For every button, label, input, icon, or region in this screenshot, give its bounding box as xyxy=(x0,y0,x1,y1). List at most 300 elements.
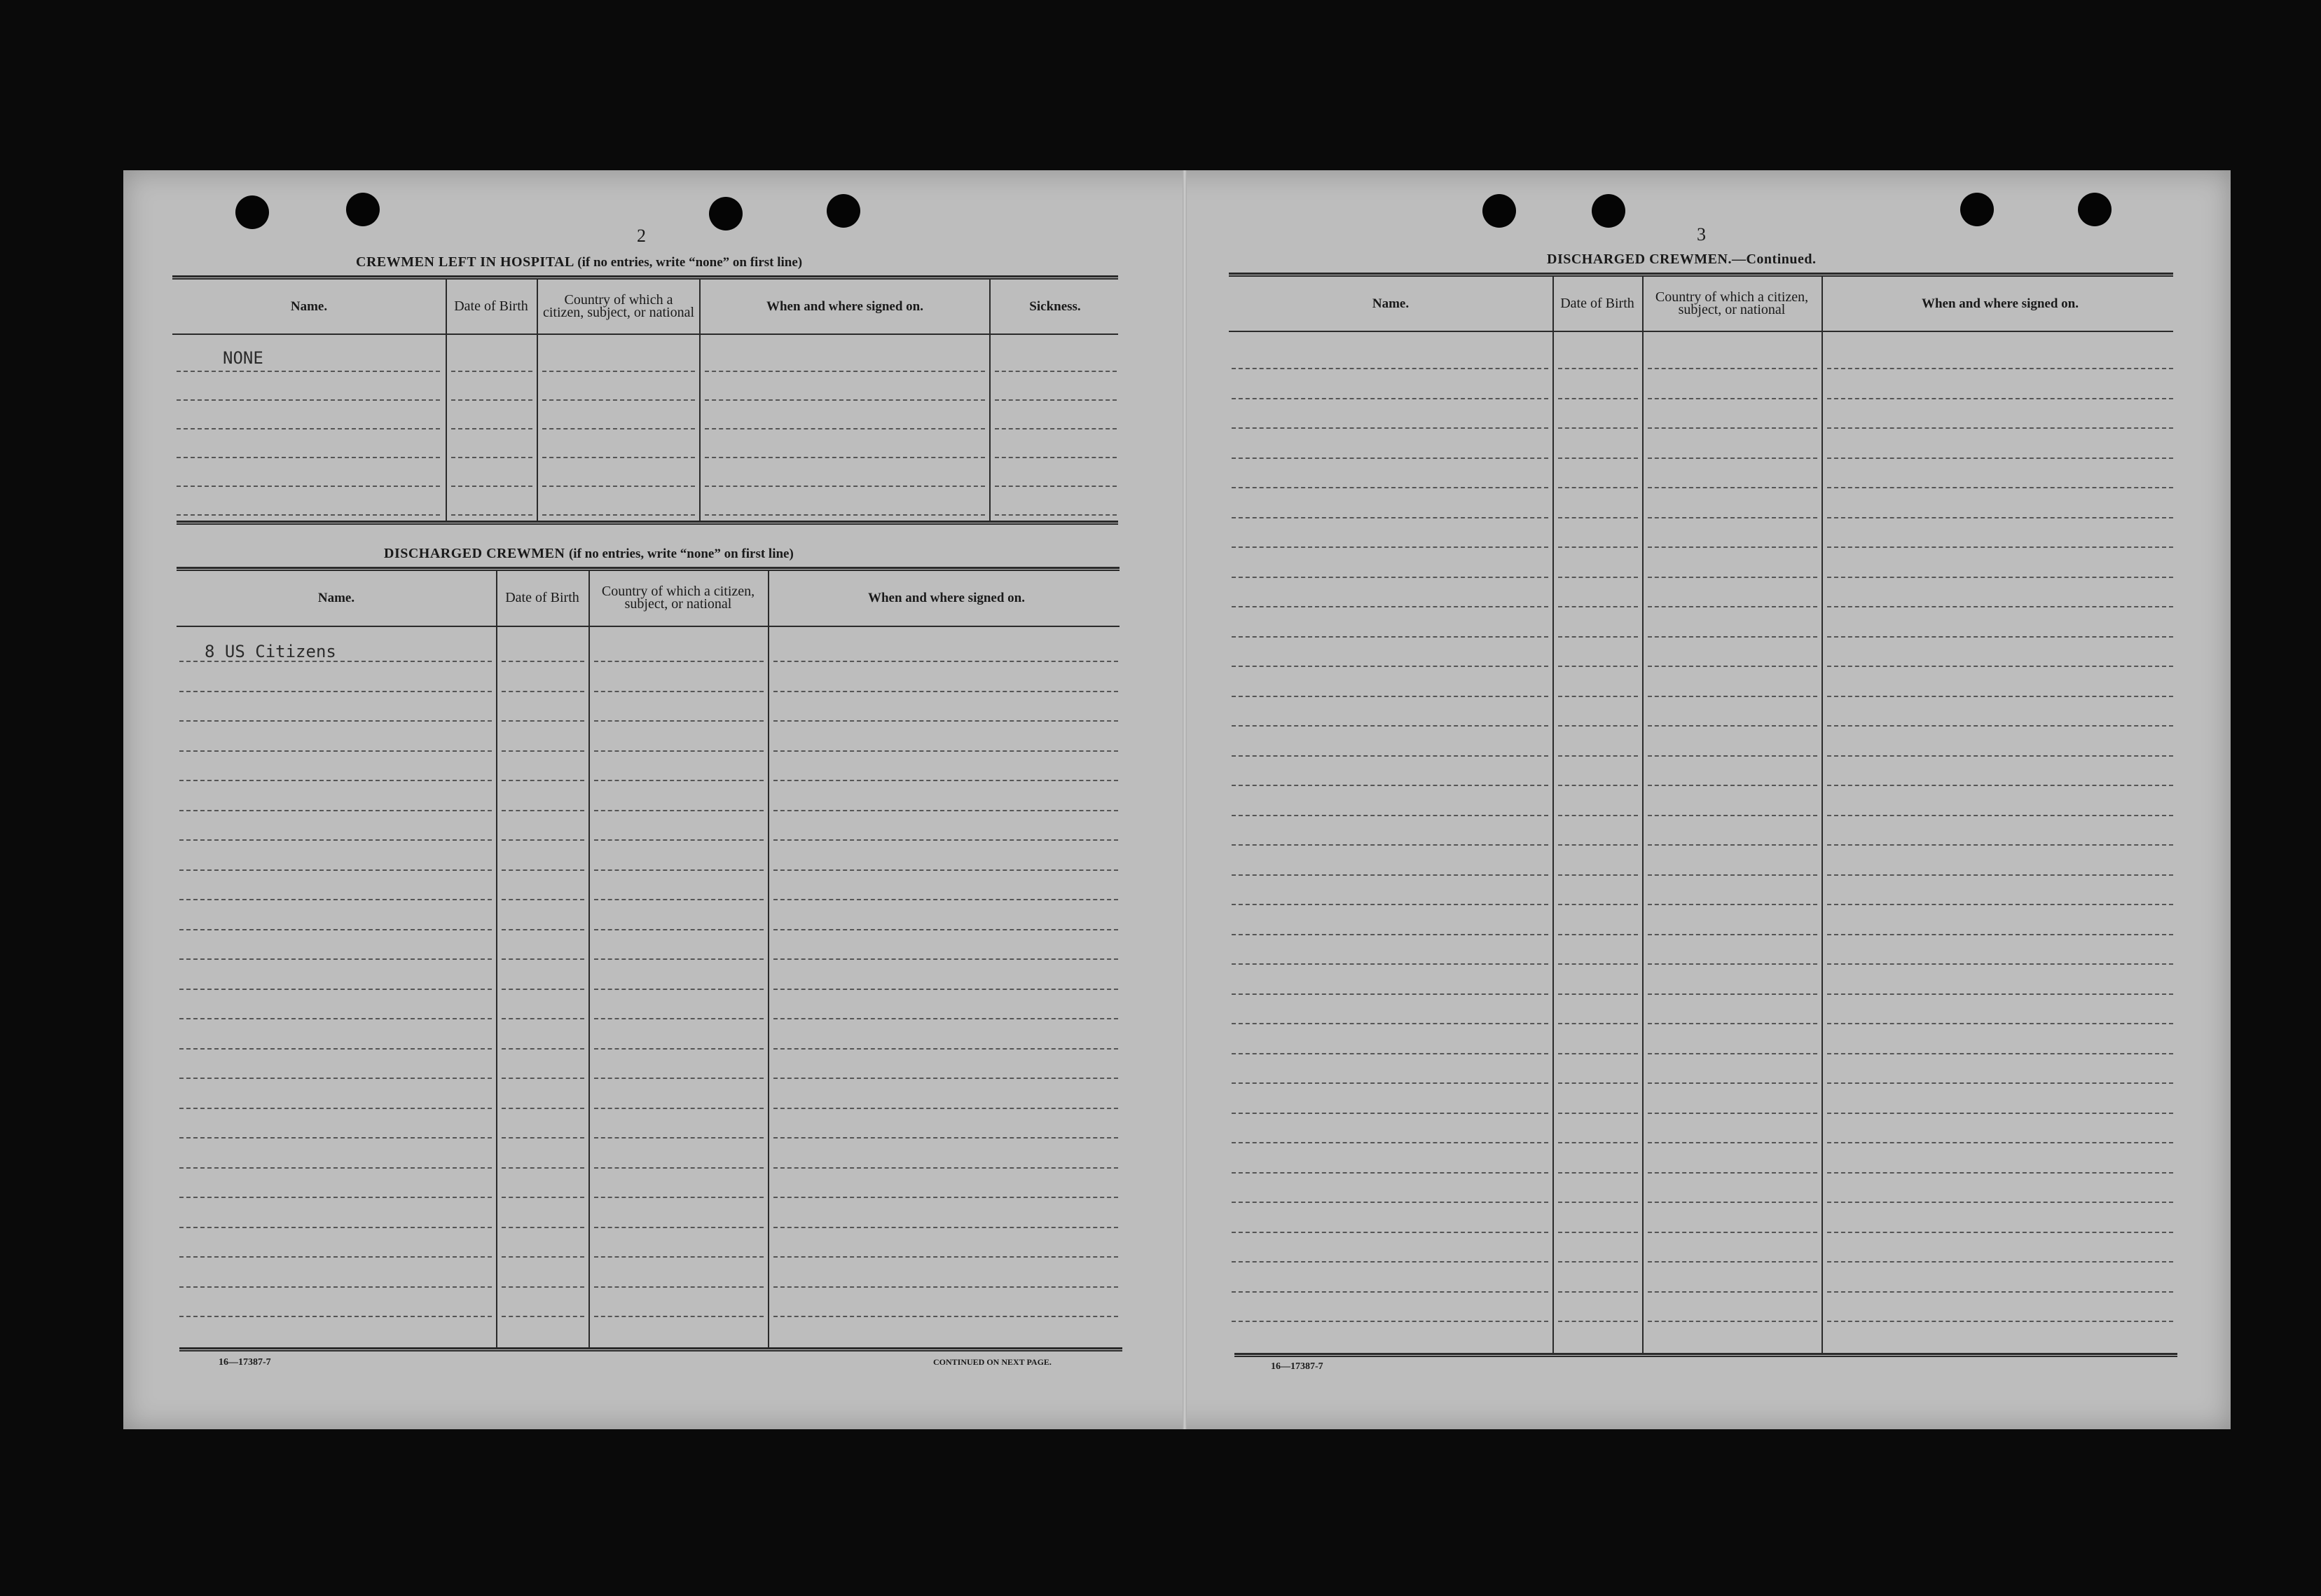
entry-line xyxy=(594,958,764,960)
column-divider xyxy=(1552,277,1554,1353)
document-sheet xyxy=(123,170,2231,1429)
entry-line xyxy=(502,661,584,662)
entry-line xyxy=(1558,696,1638,697)
entry-line xyxy=(1648,1113,1817,1114)
entry-line xyxy=(179,989,492,990)
entry-line xyxy=(502,691,584,692)
punch-hole xyxy=(827,194,860,228)
discharged-continued-title: DISCHARGED CREWMEN.—Continued. xyxy=(1547,252,1817,267)
column-header-name: Name. xyxy=(1372,296,1410,311)
column-header-country: Country of which a citizen, subject, or national xyxy=(1655,289,1809,317)
entry-line xyxy=(773,1048,1118,1050)
entry-line xyxy=(1827,606,2173,607)
entry-line xyxy=(1827,1113,2173,1114)
entry-line xyxy=(1232,666,1548,667)
entry-line xyxy=(179,750,492,752)
entry-line xyxy=(1232,1142,1548,1143)
column-divider xyxy=(1821,277,1823,1353)
entry-line xyxy=(773,810,1118,811)
entry-line xyxy=(1232,427,1548,429)
table-rule xyxy=(1234,1353,2177,1357)
entry-line xyxy=(1827,1172,2173,1174)
entry-line xyxy=(995,486,1117,487)
entry-line xyxy=(995,457,1117,458)
entry-line xyxy=(705,514,985,516)
table-rule xyxy=(179,1347,1122,1351)
entry-line xyxy=(1558,368,1638,369)
entry-line xyxy=(179,1227,492,1228)
entry-line xyxy=(502,1018,584,1019)
entry-line xyxy=(177,486,440,487)
hospital-subtitle: (if no entries, write “none” on first line) xyxy=(577,255,803,270)
entry-line xyxy=(179,899,492,900)
entry-line xyxy=(1232,1202,1548,1203)
entry-line xyxy=(594,691,764,692)
table-rule xyxy=(172,275,1118,280)
entry-line xyxy=(1648,785,1817,786)
column-header-country: Country of which a citizen, subject, or national xyxy=(542,292,695,320)
entry-line xyxy=(1648,874,1817,876)
column-header-country: Country of which a citizen, subject, or national xyxy=(601,584,755,612)
entry-line xyxy=(1648,546,1817,548)
entry-line xyxy=(1558,1232,1638,1233)
entry-line xyxy=(1232,487,1548,488)
entry-line xyxy=(1232,1082,1548,1084)
entry-line xyxy=(177,457,440,458)
entry-line xyxy=(1558,1172,1638,1174)
entry-line xyxy=(1558,666,1638,667)
entry-line xyxy=(1827,755,2173,757)
entry-line xyxy=(594,1108,764,1109)
entry-line xyxy=(1232,815,1548,816)
entry-line xyxy=(1232,1053,1548,1054)
entry-line xyxy=(1827,815,2173,816)
entry-line xyxy=(594,1048,764,1050)
punch-hole xyxy=(1482,194,1516,228)
entry-line xyxy=(705,428,985,429)
entry-line xyxy=(542,399,695,401)
entry-line xyxy=(1558,1113,1638,1114)
entry-line xyxy=(773,1078,1118,1079)
entry-line xyxy=(502,720,584,722)
entry-line xyxy=(773,750,1118,752)
entry-line xyxy=(1648,487,1817,488)
entry-line xyxy=(1558,487,1638,488)
entry-line xyxy=(1648,1261,1817,1263)
entry-line xyxy=(1648,904,1817,905)
form-number: 16—17387-7 xyxy=(1271,1361,1323,1372)
entry-line xyxy=(179,1197,492,1198)
entry-line xyxy=(1648,1023,1817,1024)
entry-line xyxy=(179,661,492,662)
entry-line xyxy=(1232,1023,1548,1024)
entry-line xyxy=(502,1167,584,1169)
entry-line xyxy=(502,1286,584,1288)
entry-line xyxy=(1232,1261,1548,1263)
entry-line xyxy=(179,1167,492,1169)
entry-line xyxy=(502,1316,584,1317)
column-header-dob: Date of Birth xyxy=(1560,296,1634,311)
entry-line xyxy=(1558,874,1638,876)
discharged-entry: 8 US Citizens xyxy=(205,642,336,661)
entry-line xyxy=(995,371,1117,372)
entry-line xyxy=(594,989,764,990)
entry-line xyxy=(179,1286,492,1288)
entry-line xyxy=(179,839,492,841)
entry-line xyxy=(1232,1172,1548,1174)
entry-line xyxy=(1232,398,1548,399)
entry-line xyxy=(1558,815,1638,816)
entry-line xyxy=(594,1078,764,1079)
discharged-title: DISCHARGED CREWMEN xyxy=(384,546,565,561)
entry-line xyxy=(542,428,695,429)
entry-line xyxy=(177,428,440,429)
entry-line xyxy=(502,989,584,990)
entry-line xyxy=(1558,546,1638,548)
entry-line xyxy=(502,1108,584,1109)
entry-line xyxy=(502,1227,584,1228)
entry-line xyxy=(502,839,584,841)
entry-line xyxy=(1827,427,2173,429)
entry-line xyxy=(1827,963,2173,965)
entry-line xyxy=(594,1286,764,1288)
entry-line xyxy=(1648,1053,1817,1054)
column-divider xyxy=(1642,277,1644,1353)
entry-line xyxy=(1232,368,1548,369)
hospital-section-title xyxy=(356,254,802,270)
entry-line xyxy=(1232,517,1548,518)
entry-line xyxy=(179,1018,492,1019)
entry-line xyxy=(1558,1291,1638,1293)
column-header-name: Name. xyxy=(317,590,355,605)
entry-line xyxy=(1558,636,1638,638)
entry-line xyxy=(594,1256,764,1258)
entry-line xyxy=(594,1227,764,1228)
header-rule xyxy=(172,333,1118,335)
entry-line xyxy=(451,457,532,458)
column-header-signed-on: When and where signed on. xyxy=(867,590,1025,605)
entry-line xyxy=(705,486,985,487)
entry-line xyxy=(1648,636,1817,638)
entry-line xyxy=(542,486,695,487)
punch-hole xyxy=(235,195,269,229)
entry-line xyxy=(1827,874,2173,876)
entry-line xyxy=(179,1108,492,1109)
entry-line xyxy=(995,514,1117,516)
entry-line xyxy=(1232,546,1548,548)
entry-line xyxy=(1648,815,1817,816)
entry-line xyxy=(1827,666,2173,667)
column-header-sickness: Sickness. xyxy=(1029,298,1081,314)
entry-line xyxy=(179,720,492,722)
entry-line xyxy=(179,929,492,930)
entry-line xyxy=(705,371,985,372)
entry-line xyxy=(1827,398,2173,399)
entry-line xyxy=(1827,458,2173,459)
entry-line xyxy=(1648,427,1817,429)
center-fold xyxy=(1183,170,1187,1429)
entry-line xyxy=(1232,696,1548,697)
entry-line xyxy=(1558,993,1638,995)
entry-line xyxy=(1558,1261,1638,1263)
entry-line xyxy=(1648,1202,1817,1203)
entry-line xyxy=(179,869,492,871)
entry-line xyxy=(1827,487,2173,488)
entry-line xyxy=(1232,874,1548,876)
entry-line xyxy=(1648,1321,1817,1322)
entry-line xyxy=(1648,1142,1817,1143)
entry-line xyxy=(1648,934,1817,935)
entry-line xyxy=(1827,844,2173,846)
entry-line xyxy=(542,457,695,458)
entry-line xyxy=(1648,517,1817,518)
page-number: 2 xyxy=(637,226,646,246)
entry-line xyxy=(1648,577,1817,578)
entry-line xyxy=(594,929,764,930)
entry-line xyxy=(177,371,440,372)
header-rule xyxy=(177,626,1120,627)
entry-line xyxy=(773,869,1118,871)
entry-line xyxy=(594,1137,764,1138)
entry-line xyxy=(773,929,1118,930)
entry-line xyxy=(1232,577,1548,578)
entry-line xyxy=(542,371,695,372)
entry-line xyxy=(177,399,440,401)
entry-line xyxy=(1648,666,1817,667)
entry-line xyxy=(1648,606,1817,607)
entry-line xyxy=(773,1227,1118,1228)
entry-line xyxy=(179,1137,492,1138)
entry-line xyxy=(1827,1261,2173,1263)
column-header-signed-on: When and where signed on. xyxy=(1921,296,2079,311)
entry-line xyxy=(594,1197,764,1198)
entry-line xyxy=(1232,1291,1548,1293)
continued-note: CONTINUED ON NEXT PAGE. xyxy=(933,1357,1052,1367)
entry-line xyxy=(502,869,584,871)
entry-line xyxy=(773,1316,1118,1317)
column-divider xyxy=(699,280,701,521)
entry-line xyxy=(1648,755,1817,757)
column-divider xyxy=(588,571,590,1347)
entry-line xyxy=(1648,398,1817,399)
column-divider xyxy=(768,571,769,1347)
entry-line xyxy=(1558,577,1638,578)
entry-line xyxy=(1232,1321,1548,1322)
column-divider xyxy=(989,280,991,521)
hospital-title: CREWMEN LEFT IN HOSPITAL xyxy=(356,254,574,270)
entry-line xyxy=(1232,636,1548,638)
entry-line xyxy=(773,1256,1118,1258)
entry-line xyxy=(773,1286,1118,1288)
entry-line xyxy=(451,371,532,372)
entry-line xyxy=(451,428,532,429)
entry-line xyxy=(1558,398,1638,399)
entry-line xyxy=(594,1167,764,1169)
entry-line xyxy=(995,428,1117,429)
entry-line xyxy=(1827,577,2173,578)
entry-line xyxy=(1648,1172,1817,1174)
entry-line xyxy=(594,661,764,662)
entry-line xyxy=(594,1018,764,1019)
entry-line xyxy=(502,1137,584,1138)
discharged-section-title xyxy=(384,546,794,562)
entry-line xyxy=(451,486,532,487)
entry-line xyxy=(1648,725,1817,727)
entry-line xyxy=(1558,755,1638,757)
hospital-entry: NONE xyxy=(223,348,263,368)
entry-line xyxy=(179,1078,492,1079)
entry-line xyxy=(1827,1321,2173,1322)
entry-line xyxy=(1232,725,1548,727)
table-rule xyxy=(1229,273,2173,277)
entry-line xyxy=(705,399,985,401)
entry-line xyxy=(773,691,1118,692)
entry-line xyxy=(1648,1232,1817,1233)
entry-line xyxy=(1232,934,1548,935)
entry-line xyxy=(773,1197,1118,1198)
entry-line xyxy=(1232,844,1548,846)
entry-line xyxy=(1558,725,1638,727)
entry-line xyxy=(1827,1202,2173,1203)
entry-line xyxy=(1232,755,1548,757)
punch-hole xyxy=(2078,193,2112,226)
page-number: 3 xyxy=(1697,224,1706,245)
entry-line xyxy=(451,514,532,516)
punch-hole xyxy=(346,193,380,226)
entry-line xyxy=(1232,1113,1548,1114)
entry-line xyxy=(179,1316,492,1317)
entry-line xyxy=(594,839,764,841)
punch-hole xyxy=(709,197,743,231)
entry-line xyxy=(1827,517,2173,518)
form-number: 16—17387-7 xyxy=(219,1357,271,1368)
entry-line xyxy=(1827,546,2173,548)
entry-line xyxy=(1648,696,1817,697)
entry-line xyxy=(773,661,1118,662)
entry-line xyxy=(1558,963,1638,965)
entry-line xyxy=(1827,696,2173,697)
entry-line xyxy=(502,929,584,930)
entry-line xyxy=(1827,904,2173,905)
entry-line xyxy=(502,750,584,752)
entry-line xyxy=(177,514,440,516)
entry-line xyxy=(1232,993,1548,995)
entry-line xyxy=(1232,904,1548,905)
punch-hole xyxy=(1592,194,1625,228)
entry-line xyxy=(1558,517,1638,518)
entry-line xyxy=(773,720,1118,722)
entry-line xyxy=(773,839,1118,841)
entry-line xyxy=(1648,458,1817,459)
entry-line xyxy=(1558,458,1638,459)
entry-line xyxy=(773,989,1118,990)
entry-line xyxy=(773,1137,1118,1138)
entry-line xyxy=(1827,993,2173,995)
entry-line xyxy=(502,1048,584,1050)
entry-line xyxy=(1827,1082,2173,1084)
entry-line xyxy=(1827,1023,2173,1024)
entry-line xyxy=(1827,636,2173,638)
column-divider xyxy=(537,280,538,521)
entry-line xyxy=(1558,427,1638,429)
entry-line xyxy=(542,514,695,516)
entry-line xyxy=(1648,368,1817,369)
entry-line xyxy=(1232,458,1548,459)
entry-line xyxy=(594,720,764,722)
entry-line xyxy=(773,1167,1118,1169)
column-divider xyxy=(496,571,497,1347)
discharged-subtitle: (if no entries, write “none” on first line) xyxy=(568,546,794,561)
entry-line xyxy=(179,1256,492,1258)
entry-line xyxy=(594,899,764,900)
entry-line xyxy=(594,780,764,781)
entry-line xyxy=(773,899,1118,900)
entry-line xyxy=(502,958,584,960)
table-rule xyxy=(177,521,1118,525)
entry-line xyxy=(1827,725,2173,727)
entry-line xyxy=(1827,1291,2173,1293)
entry-line xyxy=(1232,963,1548,965)
column-header-signed-on: When and where signed on. xyxy=(766,298,923,314)
entry-line xyxy=(594,810,764,811)
header-rule xyxy=(1229,331,2173,332)
entry-line xyxy=(1232,785,1548,786)
punch-hole xyxy=(1960,193,1994,226)
entry-line xyxy=(594,1316,764,1317)
column-header-dob: Date of Birth xyxy=(505,590,579,605)
entry-line xyxy=(1558,1202,1638,1203)
entry-line xyxy=(705,457,985,458)
entry-line xyxy=(502,1078,584,1079)
entry-line xyxy=(1827,934,2173,935)
entry-line xyxy=(502,1256,584,1258)
entry-line xyxy=(179,958,492,960)
entry-line xyxy=(773,1108,1118,1109)
entry-line xyxy=(1827,785,2173,786)
entry-line xyxy=(179,1048,492,1050)
entry-line xyxy=(502,810,584,811)
entry-line xyxy=(502,1197,584,1198)
entry-line xyxy=(1558,934,1638,935)
entry-line xyxy=(451,399,532,401)
entry-line xyxy=(1558,844,1638,846)
entry-line xyxy=(179,780,492,781)
table-rule xyxy=(177,567,1120,571)
entry-line xyxy=(1648,844,1817,846)
column-header-name: Name. xyxy=(290,298,328,314)
entry-line xyxy=(594,750,764,752)
entry-line xyxy=(179,691,492,692)
entry-line xyxy=(1558,1082,1638,1084)
entry-line xyxy=(1648,1082,1817,1084)
entry-line xyxy=(1232,1232,1548,1233)
entry-line xyxy=(773,1018,1118,1019)
entry-line xyxy=(1558,904,1638,905)
entry-line xyxy=(594,869,764,871)
entry-line xyxy=(1827,1053,2173,1054)
entry-line xyxy=(1558,1142,1638,1143)
entry-line xyxy=(179,810,492,811)
entry-line xyxy=(1558,1053,1638,1054)
entry-line xyxy=(1827,1142,2173,1143)
entry-line xyxy=(773,958,1118,960)
entry-line xyxy=(502,780,584,781)
entry-line xyxy=(1558,606,1638,607)
entry-line xyxy=(1827,1232,2173,1233)
entry-line xyxy=(1827,368,2173,369)
entry-line xyxy=(1232,606,1548,607)
entry-line xyxy=(1558,1321,1638,1322)
